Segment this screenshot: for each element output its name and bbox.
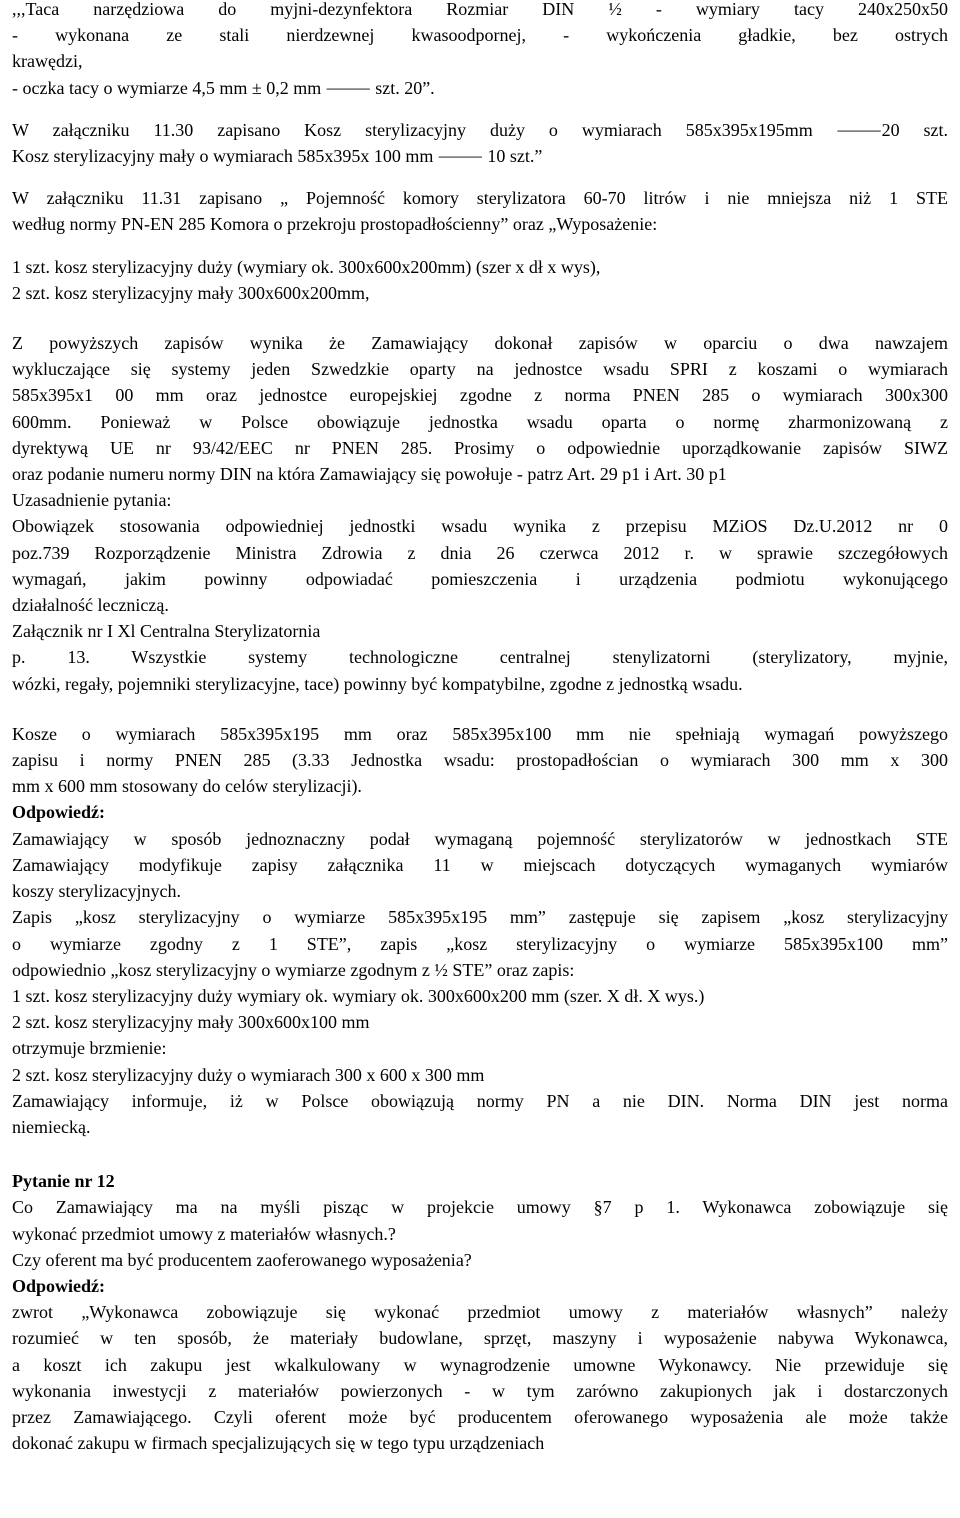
text-line: Kosz sterylizacyjny mały o wymiarach 585x395x 100 mm ⸻ 10 szt.”	[12, 146, 543, 167]
text-line: wózki, regały, pojemniki sterylizacyjne, tace) powinny być kompatybilne, zgodne z jednostką wsadu.	[12, 673, 743, 694]
text-line: 2 szt. kosz sterylizacyjny duży o wymiarach 300 x 600 x 300 mm	[12, 1064, 485, 1085]
text-line: Zamawiający informuje, iż w Polsce obowiązują normy PN a nie DIN. Norma DIN jest norma	[12, 1090, 948, 1111]
text-line: p. 13. Wszystkie systemy technologiczne centralnej stenylizatorni (sterylizatory, myjnie,	[12, 647, 948, 668]
answer-heading: Odpowiedź:	[12, 802, 106, 823]
text-line: Kosze o wymiarach 585x395x195 mm oraz 585x395x100 mm nie spełniają wymagań powyższego	[12, 723, 948, 744]
text-line: 1 szt. kosz sterylizacyjny duży wymiary ok. wymiary ok. 300x600x200 mm (szer. X dł. X wys.)	[12, 985, 705, 1006]
text-line: zapisu i normy PNEN 285 (3.33 Jednostka wsadu: prostopadłościan o wymiarach 300 mm x 300	[12, 750, 948, 771]
text-line: 2 szt. kosz sterylizacyjny mały 300x600x100 mm	[12, 1012, 370, 1033]
text-line: 585x395x1 00 mm oraz jednostce europejskiej zgodne z norma PNEN 285 o wymiarach 300x300	[12, 385, 948, 406]
text-line: otrzymuje brzmienie:	[12, 1038, 167, 1059]
answer-heading-1	[12, 799, 948, 825]
text-line: koszy sterylizacyjnych.	[12, 881, 181, 902]
text-line: Zamawiający modyfikuje zapisy załącznika 11 w miejscach dotyczących wymaganych wymiarów	[12, 854, 948, 875]
text-line: 1 szt. kosz sterylizacyjny duży (wymiary ok. 300x600x200mm) (szer x dł x wys),	[12, 256, 601, 277]
text-line: krawędzi,	[12, 51, 83, 72]
paragraph-question-12	[12, 1194, 948, 1273]
paragraph-answer-1	[12, 826, 948, 1140]
answer-heading: Odpowiedź:	[12, 1275, 106, 1296]
text-line: Obowiązek stosowania odpowiedniej jednostki wsadu wynika z przepisu MZiOS Dz.U.2012 nr 0	[12, 516, 948, 537]
paragraph-tray-spec	[12, 0, 948, 101]
text-line: wymagań, jakim powinny odpowiadać pomieszczenia i urządzenia podmiotu wykonującego	[12, 568, 948, 589]
text-line: ,,,Taca narzędziowa do myjni-dezynfektora Rozmiar DIN ½ - wymiary tacy 240x250x50	[12, 0, 948, 19]
text-line: wykluczające się systemy jeden Szwedzkie oparty na jednostce wsadu SPRI z koszami o wymiarach	[12, 359, 948, 380]
text-line: W załączniku 11.31 zapisano „ Pojemność komory sterylizatora 60-70 litrów i nie mniejsza niż 1 STE	[12, 188, 948, 209]
text-line: rozumieć w ten sposób, że materiały budowlane, sprzęt, maszyny i wyposażenie nabywa Wykonawca,	[12, 1328, 948, 1349]
text-line: Załącznik nr I Xl Centralna Sterylizatornia	[12, 621, 321, 642]
text-line: mm x 600 mm stosowany do celów sterylizacji).	[12, 776, 362, 797]
paragraph-equipment-list	[12, 254, 948, 306]
text-line: o wymiarze zgodny z 1 STE”, zapis „kosz sterylizacyjny o wymiarze 585x395x100 mm”	[12, 933, 948, 954]
text-line: 2 szt. kosz sterylizacyjny mały 300x600x200mm,	[12, 282, 370, 303]
text-line: Z powyższych zapisów wynika że Zamawiający dokonał zapisów w oparciu o dwa nawzajem	[12, 333, 948, 354]
text-line: wykonania inwestycji z materiałów powierzonych - w tym zarówno zakupionych jak i dostarczonych	[12, 1380, 948, 1401]
text-line: poz.739 Rozporządzenie Ministra Zdrowia z dnia 26 czerwca 2012 r. w sprawie szczegółowych	[12, 542, 948, 563]
text-line: niemiecką.	[12, 1116, 91, 1137]
text-line: - oczka tacy o wymiarze 4,5 mm ± 0,2 mm ⸻ szt. 20”.	[12, 77, 435, 98]
text-line: zwrot „Wykonawca zobowiązuje się wykonać przedmiot umowy z materiałów własnych” należy	[12, 1302, 948, 1323]
text-line: dokonać zakupu w firmach specjalizujących się w tego typu urządzeniach	[12, 1433, 545, 1454]
question-heading: Pytanie nr 12	[12, 1171, 115, 1192]
text-line: oraz podanie numeru normy DIN na która Zamawiający się powołuje - patrz Art. 29 p1 i Art. 30 p1	[12, 464, 727, 485]
paragraph-attachment-11-31	[12, 185, 948, 237]
text-line: - wykonana ze stali nierdzewnej kwasoodpornej, - wykończenia gładkie, bez ostrych	[12, 25, 948, 46]
text-line: a koszt ich zakupu jest wkalkulowany w wynagrodzenie umowne Wykonawcy. Nie przewiduje się	[12, 1354, 948, 1375]
answer-heading-2	[12, 1273, 948, 1299]
paragraph-answer-12	[12, 1299, 948, 1456]
paragraph-attachment-11-30	[12, 117, 948, 169]
text-line: odpowiednio „kosz sterylizacyjny o wymiarze zgodnym z ½ STE” oraz zapis:	[12, 959, 575, 980]
text-line: według normy PN-EN 285 Komora o przekroju prostopadłościenny” oraz „Wyposażenie:	[12, 214, 658, 235]
text-line: 600mm. Ponieważ w Polsce obowiązuje jednostka wsadu oparta o normę zharmonizowaną z	[12, 411, 948, 432]
text-line: Zamawiający w sposób jednoznaczny podał wymaganą pojemność sterylizatorów w jednostkach STE	[12, 828, 948, 849]
text-line: działalność leczniczą.	[12, 595, 169, 616]
text-line: Uzasadnienie pytania:	[12, 490, 172, 511]
text-line: Czy oferent ma być producentem zaoferowanego wyposażenia?	[12, 1249, 472, 1270]
text-line: wykonać przedmiot umowy z materiałów własnych.?	[12, 1223, 396, 1244]
paragraph-question-body	[12, 330, 948, 697]
question-12-heading-block	[12, 1168, 948, 1194]
text-line: dyrektywą UE nr 93/42/EEC nr PNEN 285. Prosimy o odpowiednie uporządkowanie zapisów SIWZ	[12, 437, 948, 458]
text-line: Zapis „kosz sterylizacyjny o wymiarze 585x395x195 mm” zastępuje się zapisem „kosz sterylizacyjny	[12, 907, 948, 928]
text-line: Co Zamawiający ma na myśli pisząc w projekcie umowy §7 p 1. Wykonawca zobowiązuje się	[12, 1197, 948, 1218]
text-line: W załączniku 11.30 zapisano Kosz sterylizacyjny duży o wymiarach 585x395x195mm ⸻20 szt.	[12, 119, 948, 140]
text-line: przez Zamawiającego. Czyli oferent może być producentem oferowanego wyposażenia ale może także	[12, 1406, 948, 1427]
paragraph-baskets-nonconformance	[12, 721, 948, 800]
